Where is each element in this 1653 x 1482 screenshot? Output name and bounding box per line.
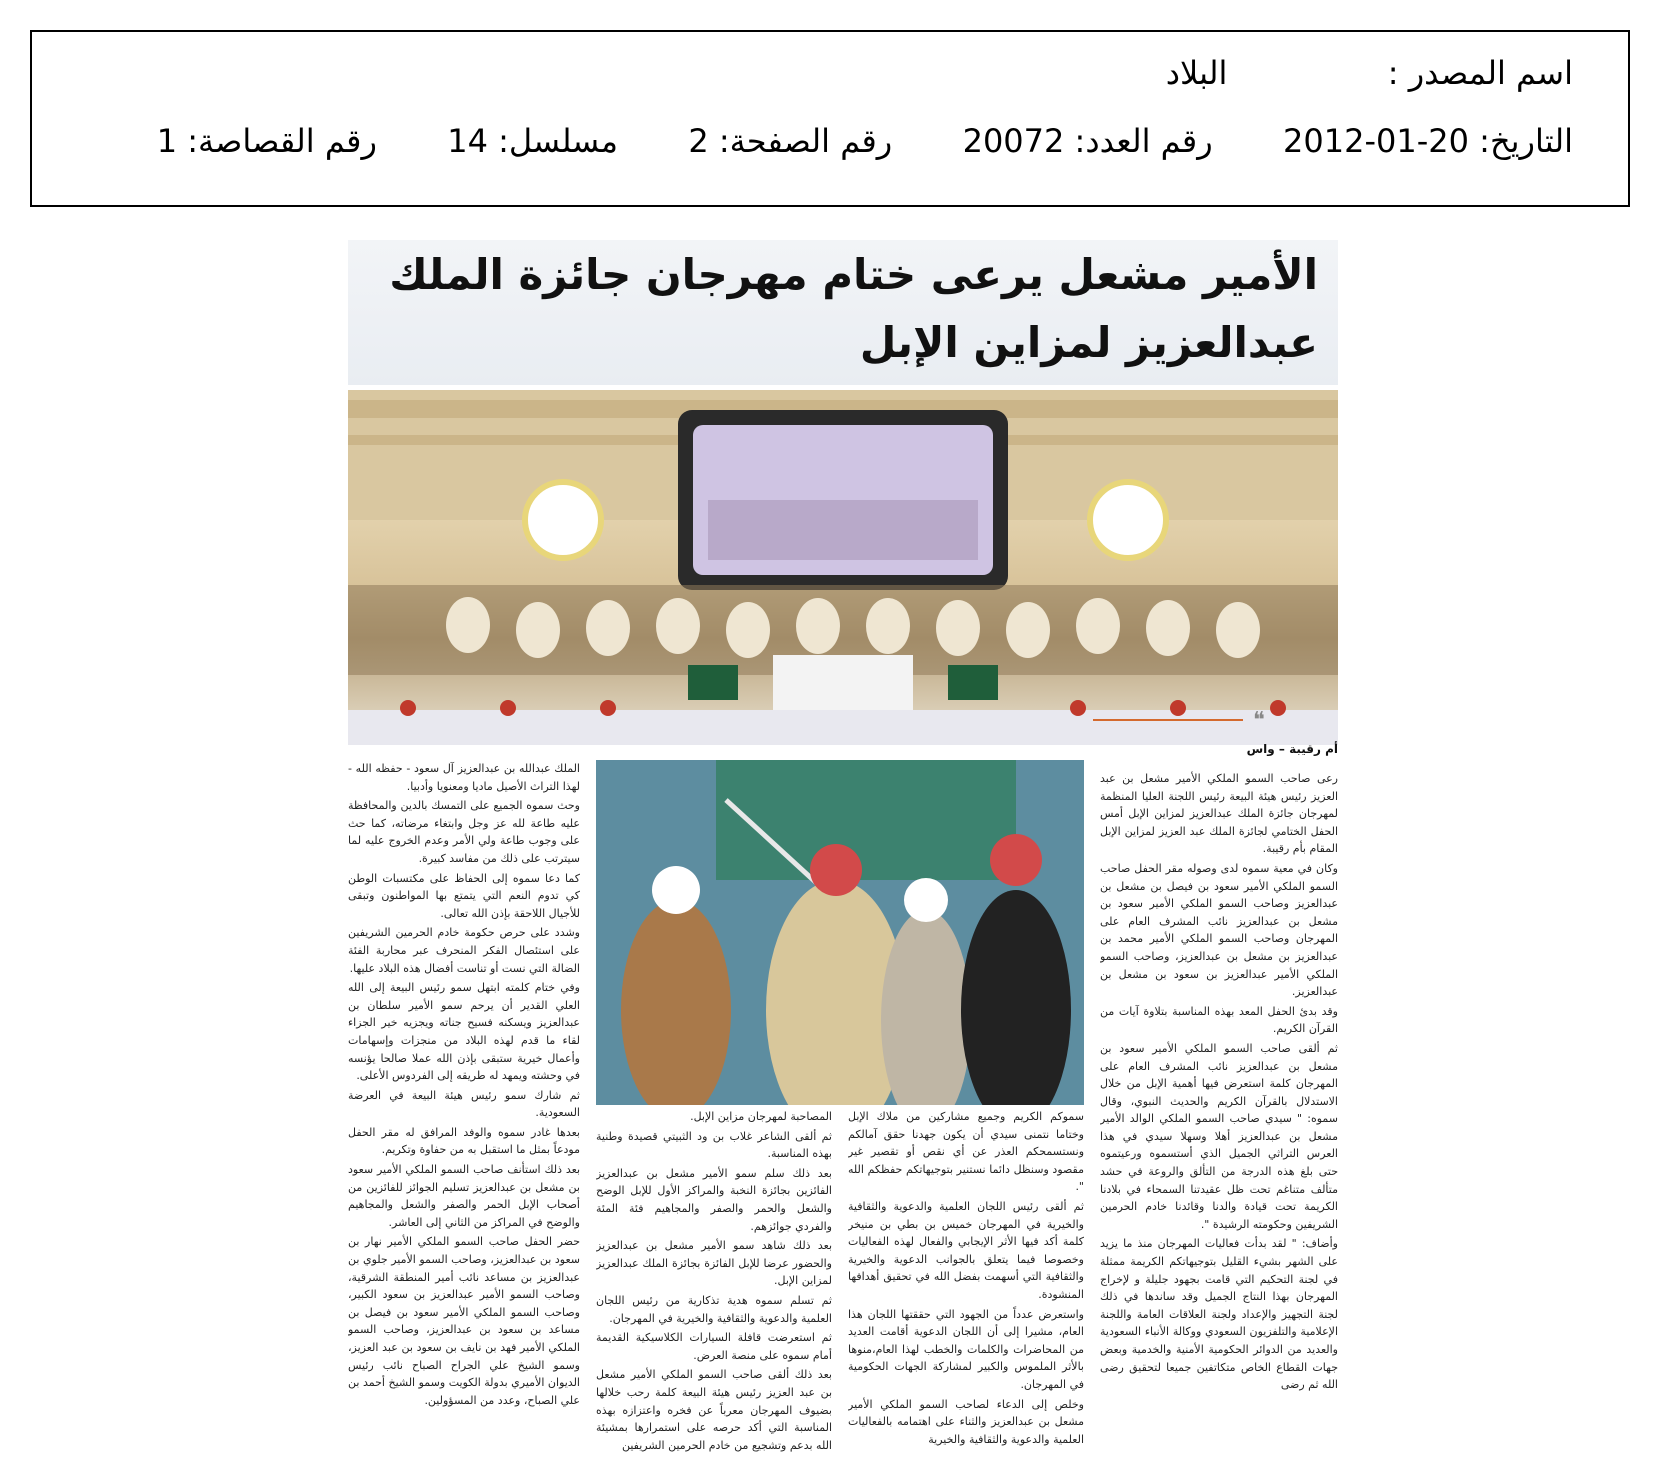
col2-paragraph: سموكم الكريم وجميع مشاركين من ملاك الإبل وختاما نتمنى سيدي أن يكون جهدنا حقق آمالكم ونستسمحكم العذر عن أي نقص أو تقصير غير مقصود وسنظل دائما نستنير بتوجيهاتكم حفظكم الله ".	[848, 1110, 1084, 1194]
col3-paragraph: المصاحبة لمهرجان مزاين الإبل.	[690, 1110, 832, 1123]
event-stage-photo	[348, 390, 1338, 745]
col1-paragraph: وقد بدئ الحفل المعد بهذه المناسبة بتلاوة آيات من القرآن الكريم.	[1100, 1004, 1338, 1036]
sword-dance-photo	[596, 760, 1084, 1105]
source-label: اسم المصدر :	[1387, 54, 1573, 92]
col1-paragraph: وأضاف: " لقد بدأت فعاليات المهرجان منذ ما يزيد على الشهر بشيء القليل بتوجيهاتكم الكريمة ممثلة في لجنة التحكيم التي قامت بجهود جليلة و لإخراج المهرجان بهذا النتاج الجميل وقد ساندها في ذلك لجنة التجهيز والإعداد ولجنة العلاقات العامة واللجنة الإعلامية والتلفزيون السعودي ووكالة الأنباء السعودية والعديد من الدوائر الحكومية الأمنية والخدمية وبعض جهات القطاع الخاص متكاتفين جميعا لتحقيق رضى الله ثم رضى	[1100, 1237, 1338, 1392]
col2-paragraph: ثم ألقى رئيس اللجان العلمية والدعوية والثقافية والخيرية في المهرجان خميس بن بطي بن منيخر كلمة أكد فيها الأثر الإيجابي والفعال لهذه الفعاليات وخصوصا فيما يتعلق بالجوانب الدعوية والخيرية والثقافية التي أسهمت بفضل الله في تحقيق أهدافها المنشودة.	[848, 1199, 1084, 1301]
sword-dance-illustration	[596, 760, 1084, 1105]
page-value: 2	[688, 122, 709, 160]
col1-paragraph: ثم ألقى صاحب السمو الملكي الأمير سعود بن مشعل بن عبدالعزيز نائب المشرف العام على المهرجان كلمة استعرض فيها أهمية الإبل من خلال الاستدلال بالقرآن الكريم والحديث النبوي، وقال سموه: " سيدي صاحب السمو الملكي الوالد الأمير مشعل بن عبدالعزيز أهلا وسهلا سيدي في هذا العرس التراثي الجميل الذي أستسموه ورعيتموه حتى بلغ هذه الدرجة من التألق والروعة في حشد متألف متناغم تحت ظل عقيدتنا السمحاء في بلادنا الكريمة تحت قيادة والدنا وقائدنا خادم الحرمين الشريفين وحكومته الرشيدة ".	[1100, 1041, 1338, 1231]
serial-value: 14	[447, 122, 488, 160]
article-column-3	[596, 1108, 832, 1465]
col3-paragraph: بعد ذلك شاهد سمو الأمير مشعل بن عبدالعزيز والحضور عرضا للإبل الفائزة بجائزة الملك عبدالعزيز لمزاين الإبل.	[596, 1239, 832, 1288]
col4-paragraph: وفي ختام كلمته ابتهل سمو رئيس البيعة إلى الله العلي القدير أن يرحم سمو الأمير سلطان بن عبدالعزيز ويسكنه فسيح جناته ويجزيه خير الجزاء لقاء ما قدم لهذه البلاد من منجزات وإسهامات وأعمال خيرية ستبقى بإذن الله عملا صالحا يؤنسه في وحشته ويمهد له طريقه إلى الفردوس الأعلى.	[348, 981, 580, 1083]
byline: أم رقيبة – واس	[1246, 742, 1338, 756]
col4-paragraph: الملك عبدالله بن عبدالعزيز آل سعود - حفظه الله - لهذا التراث الأصيل ماديا ومعنويا وأدبيا.	[348, 762, 580, 793]
page-label: رقم الصفحة:	[718, 122, 893, 160]
col4-paragraph: كما دعا سموه إلى الحفاظ على مكتسبات الوطن كي تدوم النعم التي يتمتع بها المواطنون وتبقى للأجيال اللاحقة بإذن الله تعالى.	[348, 871, 580, 920]
col4-paragraph: بعد ذلك استأنف صاحب السمو الملكي الأمير سعود بن مشعل بن عبدالعزيز تسليم الجوائز للفائزين من أصحاب الإبل الحمر والصفر والشعل والمجاهيم والوضح في المراكز من الثاني إلى العاشر.	[348, 1163, 580, 1229]
col4-paragraph: بعدها غادر سموه والوفد المرافق له مقر الحفل مودعاً بمثل ما استقبل به من حفاوة وتكريم.	[348, 1125, 580, 1157]
source-line	[1166, 54, 1573, 92]
quote-rule	[1093, 719, 1243, 721]
col3-paragraph: ثم ألقى الشاعر غلاب بن ود الثبيتي قصيدة وطنية بهذه المناسبة.	[596, 1129, 832, 1161]
col1-paragraph: وكان في معية سموه لدى وصوله مقر الحفل صاحب السمو الملكي الأمير سعود بن فيصل بن مشعل بن عبدالعزيز وصاحب السمو الملكي الأمير سعود بن مشعل بن عبدالعزيز نائب المشرف العام على المهرجان وصاحب السمو الملكي الأمير محمد بن عبدالعزيز بن مشعل بن عبدالعزيز، وصاحب السمو الملكي الأمير عبدالعزيز بن سعود بن مشعل بن عبدالعزيز.	[1100, 861, 1338, 999]
headline-line-2: عبدالعزيز لمزاين الإبل	[859, 318, 1318, 367]
col3-paragraph: بعد ذلك ألقى صاحب السمو الملكي الأمير مشعل بن عبد العزيز رئيس هيئة البيعة كلمة رحب خلالها بضيوف المهرجان معرباً عن فخره واعتزازه بهذه المناسبة التي أكد حرصه على استمرارها بمشيئة الله بدعم وتشجيع من خادم الحرمين الشريفين	[596, 1368, 832, 1452]
newspaper-clipping	[348, 240, 1338, 1465]
source-value: البلاد	[1165, 54, 1228, 92]
clip-value: 1	[156, 122, 178, 160]
headline-band	[348, 240, 1338, 385]
col4-paragraph: وحث سموه الجميع على التمسك بالدين والمحافظة عليه طاعة لله عز وجل وابتغاء مرضاته، كما حث على وجوب طاعة ولي الأمر وعدم الخروج عليه لما سيترتب على ذلك من مفاسد كبيرة.	[348, 799, 580, 865]
article-column-4	[348, 760, 580, 1465]
col3-paragraph: ثم استعرضت قافلة السيارات الكلاسيكية القديمة أمام سموه على منصة العرض.	[596, 1331, 832, 1362]
details-line	[157, 122, 1573, 160]
date-value: 2012-01-20	[1283, 122, 1469, 160]
article-column-1	[1100, 770, 1338, 1470]
col4-paragraph: ثم شارك سمو رئيس هيئة البيعة في العرضة السعودية.	[348, 1088, 580, 1120]
col3-paragraph: ثم تسلم سموه هدية تذكارية من رئيس اللجان العلمية والدعوية والثقافية والخيرية في المهرجان.	[596, 1293, 832, 1325]
date-label: التاريخ:	[1479, 122, 1573, 160]
col3-paragraph: بعد ذلك سلم سمو الأمير مشعل بن عبدالعزيز الفائزين بجائزة النخبة والمراكز الأول للإبل الوضح والشعل والحمر والصفر والمجاهيم فئة المئة والفردي جوائزهم.	[596, 1166, 832, 1233]
col4-paragraph: وشدد على حرص حكومة خادم الحرمين الشريفين على استئصال الفكر المنحرف عبر محاربة الفئة الضالة التي نست أو تناست أفضال هذه البلاد عليها.	[348, 926, 580, 975]
col2-paragraph: واستعرض عدداً من الجهود التي حققتها اللجان هذا العام، مشيرا إلى أن اللجان الدعوية أقامت العديد من المحاضرات والكلمات والخطب لهذا العام،منوها بالأثر الملموس والكبير لمشاركة الجهات الحكومية في المهرجان.	[848, 1307, 1084, 1391]
headline-line-1: الأمير مشعل يرعى ختام مهرجان جائزة الملك	[389, 250, 1318, 299]
serial-label: مسلسل:	[498, 122, 618, 160]
col4-paragraph: حضر الحفل صاحب السمو الملكي الأمير نهار بن سعود بن عبدالعزيز، وصاحب السمو الأمير جلوي بن عبدالعزيز بن مساعد نائب أمير المنطقة الشرقية، وصاحب السمو الأمير عبدالعزيز بن سعود الكبير، وصاحب السمو الملكي الأمير سعود بن فيصل بن مساعد بن سعود بن عبدالعزيز، وصاحب السمو الملكي الأمير فهد بن نايف بن سعود بن عبد العزيز، وسمو الشيخ علي الجراح الصباح نائب رئيس الديوان الأميري بدولة الكويت وسمو الشيخ أحمد بن علي الصباح، وعدد من المسؤولين.	[348, 1235, 580, 1407]
article-column-2	[848, 1108, 1084, 1465]
clip-label: رقم القصاصة:	[187, 122, 377, 160]
clipping-metadata-box	[30, 30, 1630, 207]
col1-paragraph: رعى صاحب السمو الملكي الأمير مشعل بن عبد العزيز رئيس هيئة البيعة رئيس اللجنة العليا المنظمة لمهرجان جائزة الملك عبدالعزيز لمزاين الإبل أمس الحفل الختامي لجائزة الملك عبد العزيز لمزاين الإبل المقام بأم رقيبة.	[1100, 772, 1338, 856]
issue-label: رقم العدد:	[1074, 122, 1213, 160]
col2-paragraph: وخلص إلى الدعاء لصاحب السمو الملكي الأمير مشعل بن عبدالعزيز والثناء على اهتمامه بالفعاليات العلمية والدعوية والثقافية والخيرية	[848, 1397, 1084, 1446]
issue-value: 20072	[962, 122, 1065, 160]
quote-mark-icon: ❝	[1253, 708, 1265, 733]
stage-photo-illustration	[348, 390, 1338, 745]
